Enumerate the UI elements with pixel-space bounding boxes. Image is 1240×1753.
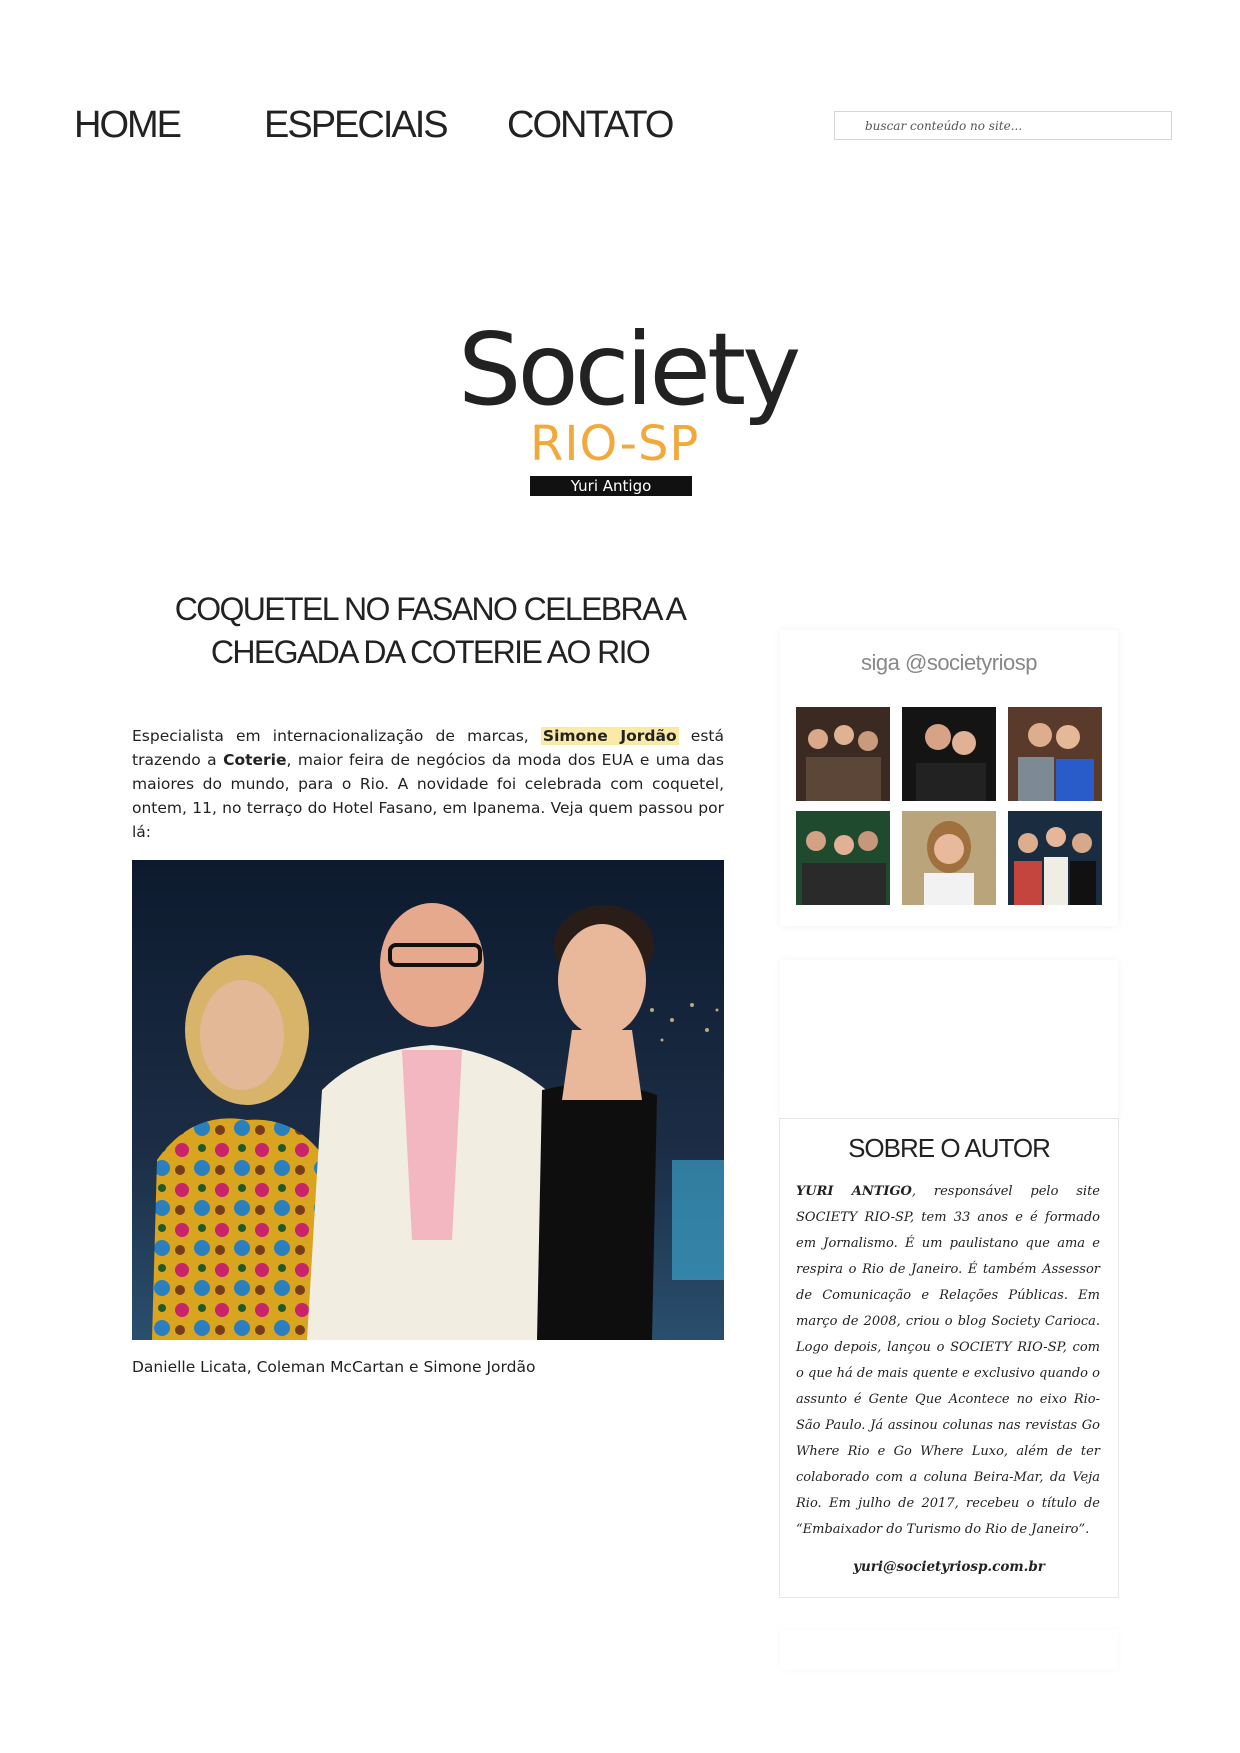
nav-home[interactable]: HOME [74, 104, 180, 146]
article-photo [132, 860, 724, 1340]
nav-especiais[interactable]: ESPECIAIS [264, 104, 447, 146]
instagram-thumb-2[interactable] [902, 707, 996, 801]
search-box [834, 111, 1172, 140]
logo-subtitle: RIO-SP [530, 416, 700, 472]
intro-text-1: Especialista em internacionalização de marcas, [132, 727, 541, 745]
intro-highlight-name: Simone Jordão [542, 727, 677, 745]
logo-wordmark: Society [458, 311, 798, 428]
author-name: YURI ANTIGO [796, 1184, 912, 1199]
author-bio-text: , responsável pelo site SOCIETY RIO-SP, tem 33 anos e é formado em Jornalismo. É um paulistano que ama e respira o Rio de Janeiro. É também Assessor de Comunicação e Relações Públicas. Em março de 2008, criou o blog Society Carioca. Logo depois, lançou o SOCIETY RIO-SP, com o que há de mais quente e exclusivo quando o assunto é Gente Que Acontece no eixo Rio-São Paulo. Já assinou colunas nas revistas Go Where Rio e Go Where Luxo, além de ter colaborado com a coluna Beira-Mar, da Veja Rio. Em julho de 2017, recebeu o título de “Embaixador do Turismo do Rio de Janeiro”. [796, 1184, 1100, 1537]
photo-caption: Danielle Licata, Coleman McCartan e Simone Jordão [132, 1358, 536, 1376]
instagram-thumb-3[interactable] [1008, 707, 1102, 801]
article-title: COQUETEL NO FASANO CELEBRA A CHEGADA DA COTERIE AO RIO [174, 591, 686, 670]
sidebar-bottom-widget [780, 1630, 1118, 1670]
article-intro [132, 724, 724, 844]
instagram-thumb-5[interactable] [902, 811, 996, 905]
about-author-widget [779, 1118, 1119, 1598]
intro-bold-coterie: Coterie [223, 751, 287, 769]
instagram-thumb-6[interactable] [1008, 811, 1102, 905]
author-widget-title: SOBRE O AUTOR [848, 1133, 1050, 1163]
instagram-thumb-1[interactable] [796, 707, 890, 801]
instagram-title[interactable]: siga @societyriosp [861, 650, 1037, 675]
event-photo-illustration [132, 860, 724, 1340]
logo-author-bar: Yuri Antigo [530, 476, 692, 496]
instagram-thumb-4[interactable] [796, 811, 890, 905]
site-logo[interactable] [458, 311, 798, 500]
intro-text-3: , maior feira de negócios da moda dos EUA e uma das maiores do mundo, para o Rio. A novidade foi celebrada com coquetel, ontem, 11, no terraço do Hotel Fasano, em Ipanema. Veja quem passou por lá: [132, 751, 724, 841]
nav-contato[interactable]: CONTATO [507, 104, 673, 146]
sidebar-empty-widget [780, 960, 1118, 1120]
instagram-widget [780, 630, 1118, 926]
intro-text-2: está trazendo a [132, 727, 724, 769]
search-input[interactable] [835, 112, 1171, 139]
author-bio [796, 1179, 1100, 1543]
author-email-link[interactable]: yuri@societyriosp.com.br [853, 1559, 1045, 1575]
